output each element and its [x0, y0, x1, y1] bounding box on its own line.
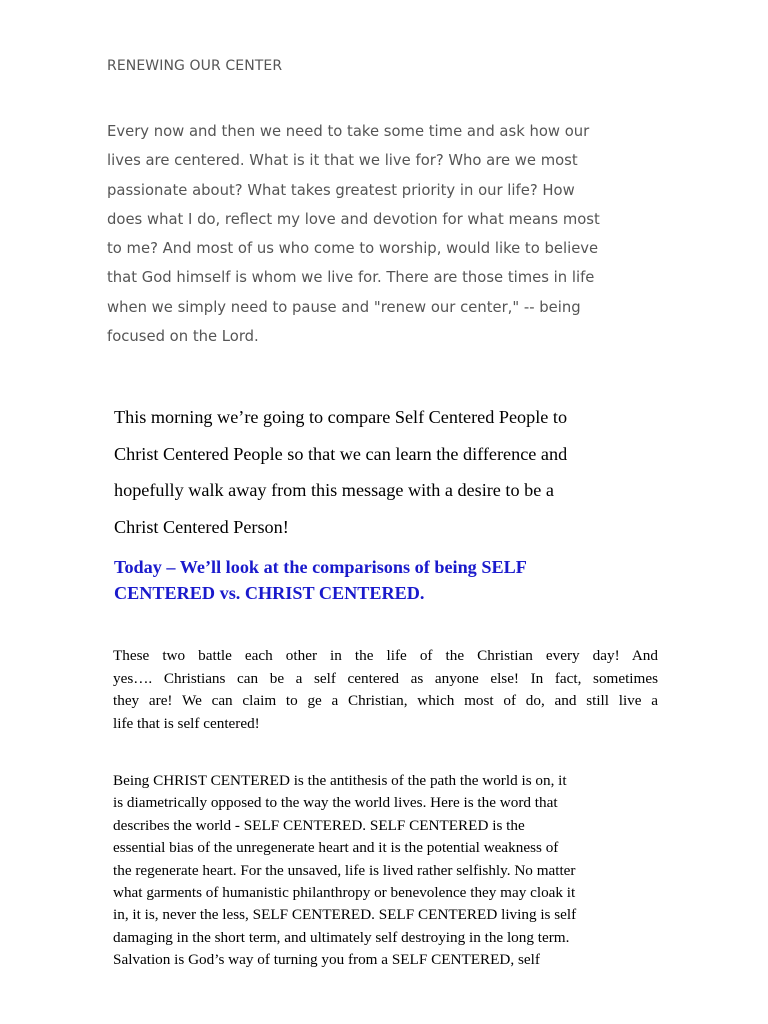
paragraph-line: essential bias of the unregenerate heart and it is the potential weakness of	[113, 839, 559, 857]
morning-line: Christ Centered Person!	[114, 516, 289, 537]
intro-line: Every now and then we need to take some time and ask how our	[107, 123, 590, 140]
morning-paragraph	[114, 399, 674, 545]
morning-line: hopefully walk away from this message with a desire to be a	[114, 480, 554, 500]
paragraph-line: yes…. Christians can be a self centered as anyone else! In fact, sometimes	[113, 669, 658, 687]
paragraph-line: describes the world - SELF CENTERED. SELF CENTERED is the	[113, 816, 525, 834]
intro-line: does what I do, reflect my love and devotion for what means most	[107, 210, 600, 228]
paragraph-line: These two battle each other in the life of the Christian every day! And	[113, 647, 658, 664]
paragraph-line: Being CHRIST CENTERED is the antithesis of the path the world is on, it	[113, 772, 567, 789]
intro-line: that God himself is whom we live for. There are those times in life	[107, 269, 595, 287]
document-title: RENEWING OUR CENTER	[107, 58, 283, 74]
intro-paragraph	[107, 117, 667, 351]
paragraph-line: they are! We can claim to ge a Christian, which most of do, and still live a	[113, 692, 658, 709]
paragraph-line: life that is self centered!	[113, 714, 260, 732]
intro-line: to me? And most of us who come to worship, would like to believe	[107, 240, 599, 258]
intro-line: passionate about? What takes greatest priority in our life? How	[107, 181, 575, 199]
morning-line: Christ Centered People so that we can learn the difference and	[114, 443, 568, 464]
battle-paragraph	[113, 645, 658, 735]
christ-centered-paragraph	[113, 770, 658, 972]
paragraph-line: the regenerate heart. For the unsaved, life is lived rather selfishly. No matter	[113, 861, 576, 879]
paragraph-line: is diametrically opposed to the way the world lives. Here is the word that	[113, 794, 558, 812]
heading-line: Today – We’ll look at the comparisons of being SELF	[114, 557, 527, 577]
paragraph-line: in, it is, never the less, SELF CENTERED. SELF CENTERED living is self	[113, 906, 577, 924]
paragraph-line: what garments of humanistic philanthropy or benevolence they may cloak it	[113, 884, 576, 902]
heading-line: CENTERED vs. CHRIST CENTERED.	[114, 583, 425, 603]
intro-line: lives are centered. What is it that we live for? Who are we most	[107, 152, 578, 170]
intro-line: focused on the Lord.	[107, 328, 259, 346]
intro-line: when we simply need to pause and "renew our center," -- being	[107, 298, 581, 316]
paragraph-line: Salvation is God’s way of turning you from a SELF CENTERED, self	[113, 951, 540, 969]
morning-line: This morning we’re going to compare Self Centered People to	[114, 407, 568, 427]
paragraph-line: damaging in the short term, and ultimately self destroying in the long term.	[113, 928, 570, 946]
today-heading	[114, 554, 674, 606]
